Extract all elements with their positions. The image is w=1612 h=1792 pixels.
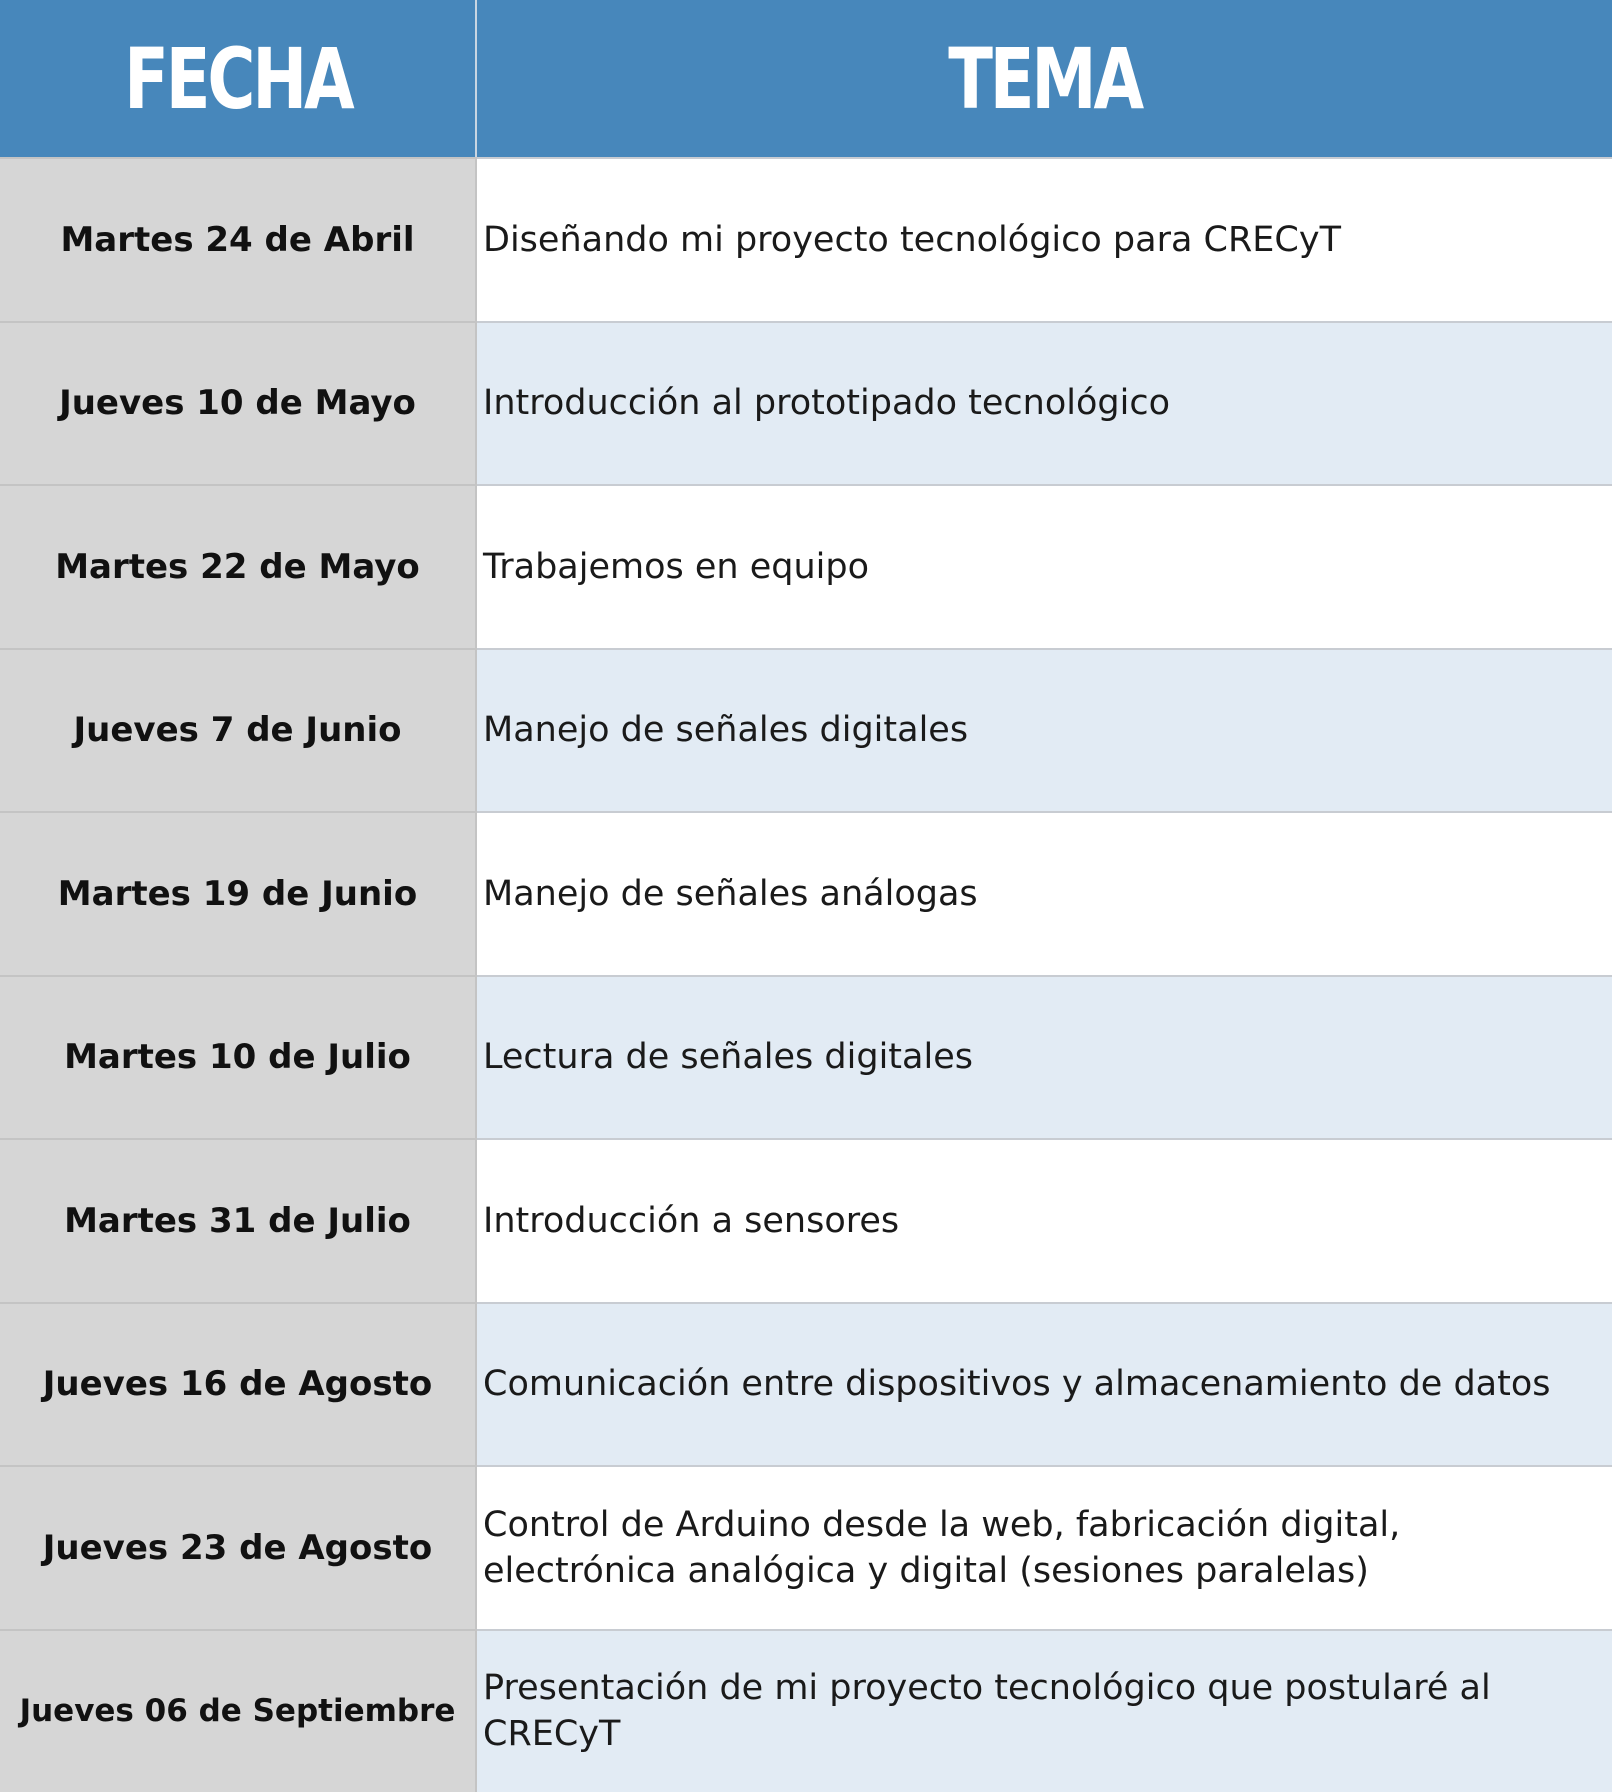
row-topic: Manejo de señales análogas <box>477 811 1612 975</box>
row-topic: Introducción a sensores <box>477 1138 1612 1302</box>
row-topic: Presentación de mi proyecto tecnológico que postularé al CRECyT <box>477 1629 1612 1792</box>
row-date: Jueves 16 de Agosto <box>0 1302 477 1466</box>
row-date: Martes 10 de Julio <box>0 975 477 1139</box>
row-date: Jueves 06 de Septiembre <box>0 1629 477 1792</box>
row-topic: Comunicación entre dispositivos y almacenamiento de datos <box>477 1302 1612 1466</box>
row-topic: Trabajemos en equipo <box>477 484 1612 648</box>
row-date: Jueves 7 de Junio <box>0 648 477 812</box>
row-topic: Control de Arduino desde la web, fabricación digital, electrónica analógica y digital (sesiones paralelas) <box>477 1465 1612 1629</box>
column-header-date: FECHA <box>0 0 477 157</box>
row-topic: Lectura de señales digitales <box>477 975 1612 1139</box>
row-date: Martes 24 de Abril <box>0 157 477 321</box>
row-date: Martes 19 de Junio <box>0 811 477 975</box>
row-topic: Manejo de señales digitales <box>477 648 1612 812</box>
row-date: Martes 22 de Mayo <box>0 484 477 648</box>
row-date: Martes 31 de Julio <box>0 1138 477 1302</box>
row-topic: Introducción al prototipado tecnológico <box>477 321 1612 485</box>
row-date: Jueves 23 de Agosto <box>0 1465 477 1629</box>
row-topic: Diseñando mi proyecto tecnológico para CRECyT <box>477 157 1612 321</box>
column-header-topic: TEMA <box>477 0 1612 157</box>
row-date: Jueves 10 de Mayo <box>0 321 477 485</box>
